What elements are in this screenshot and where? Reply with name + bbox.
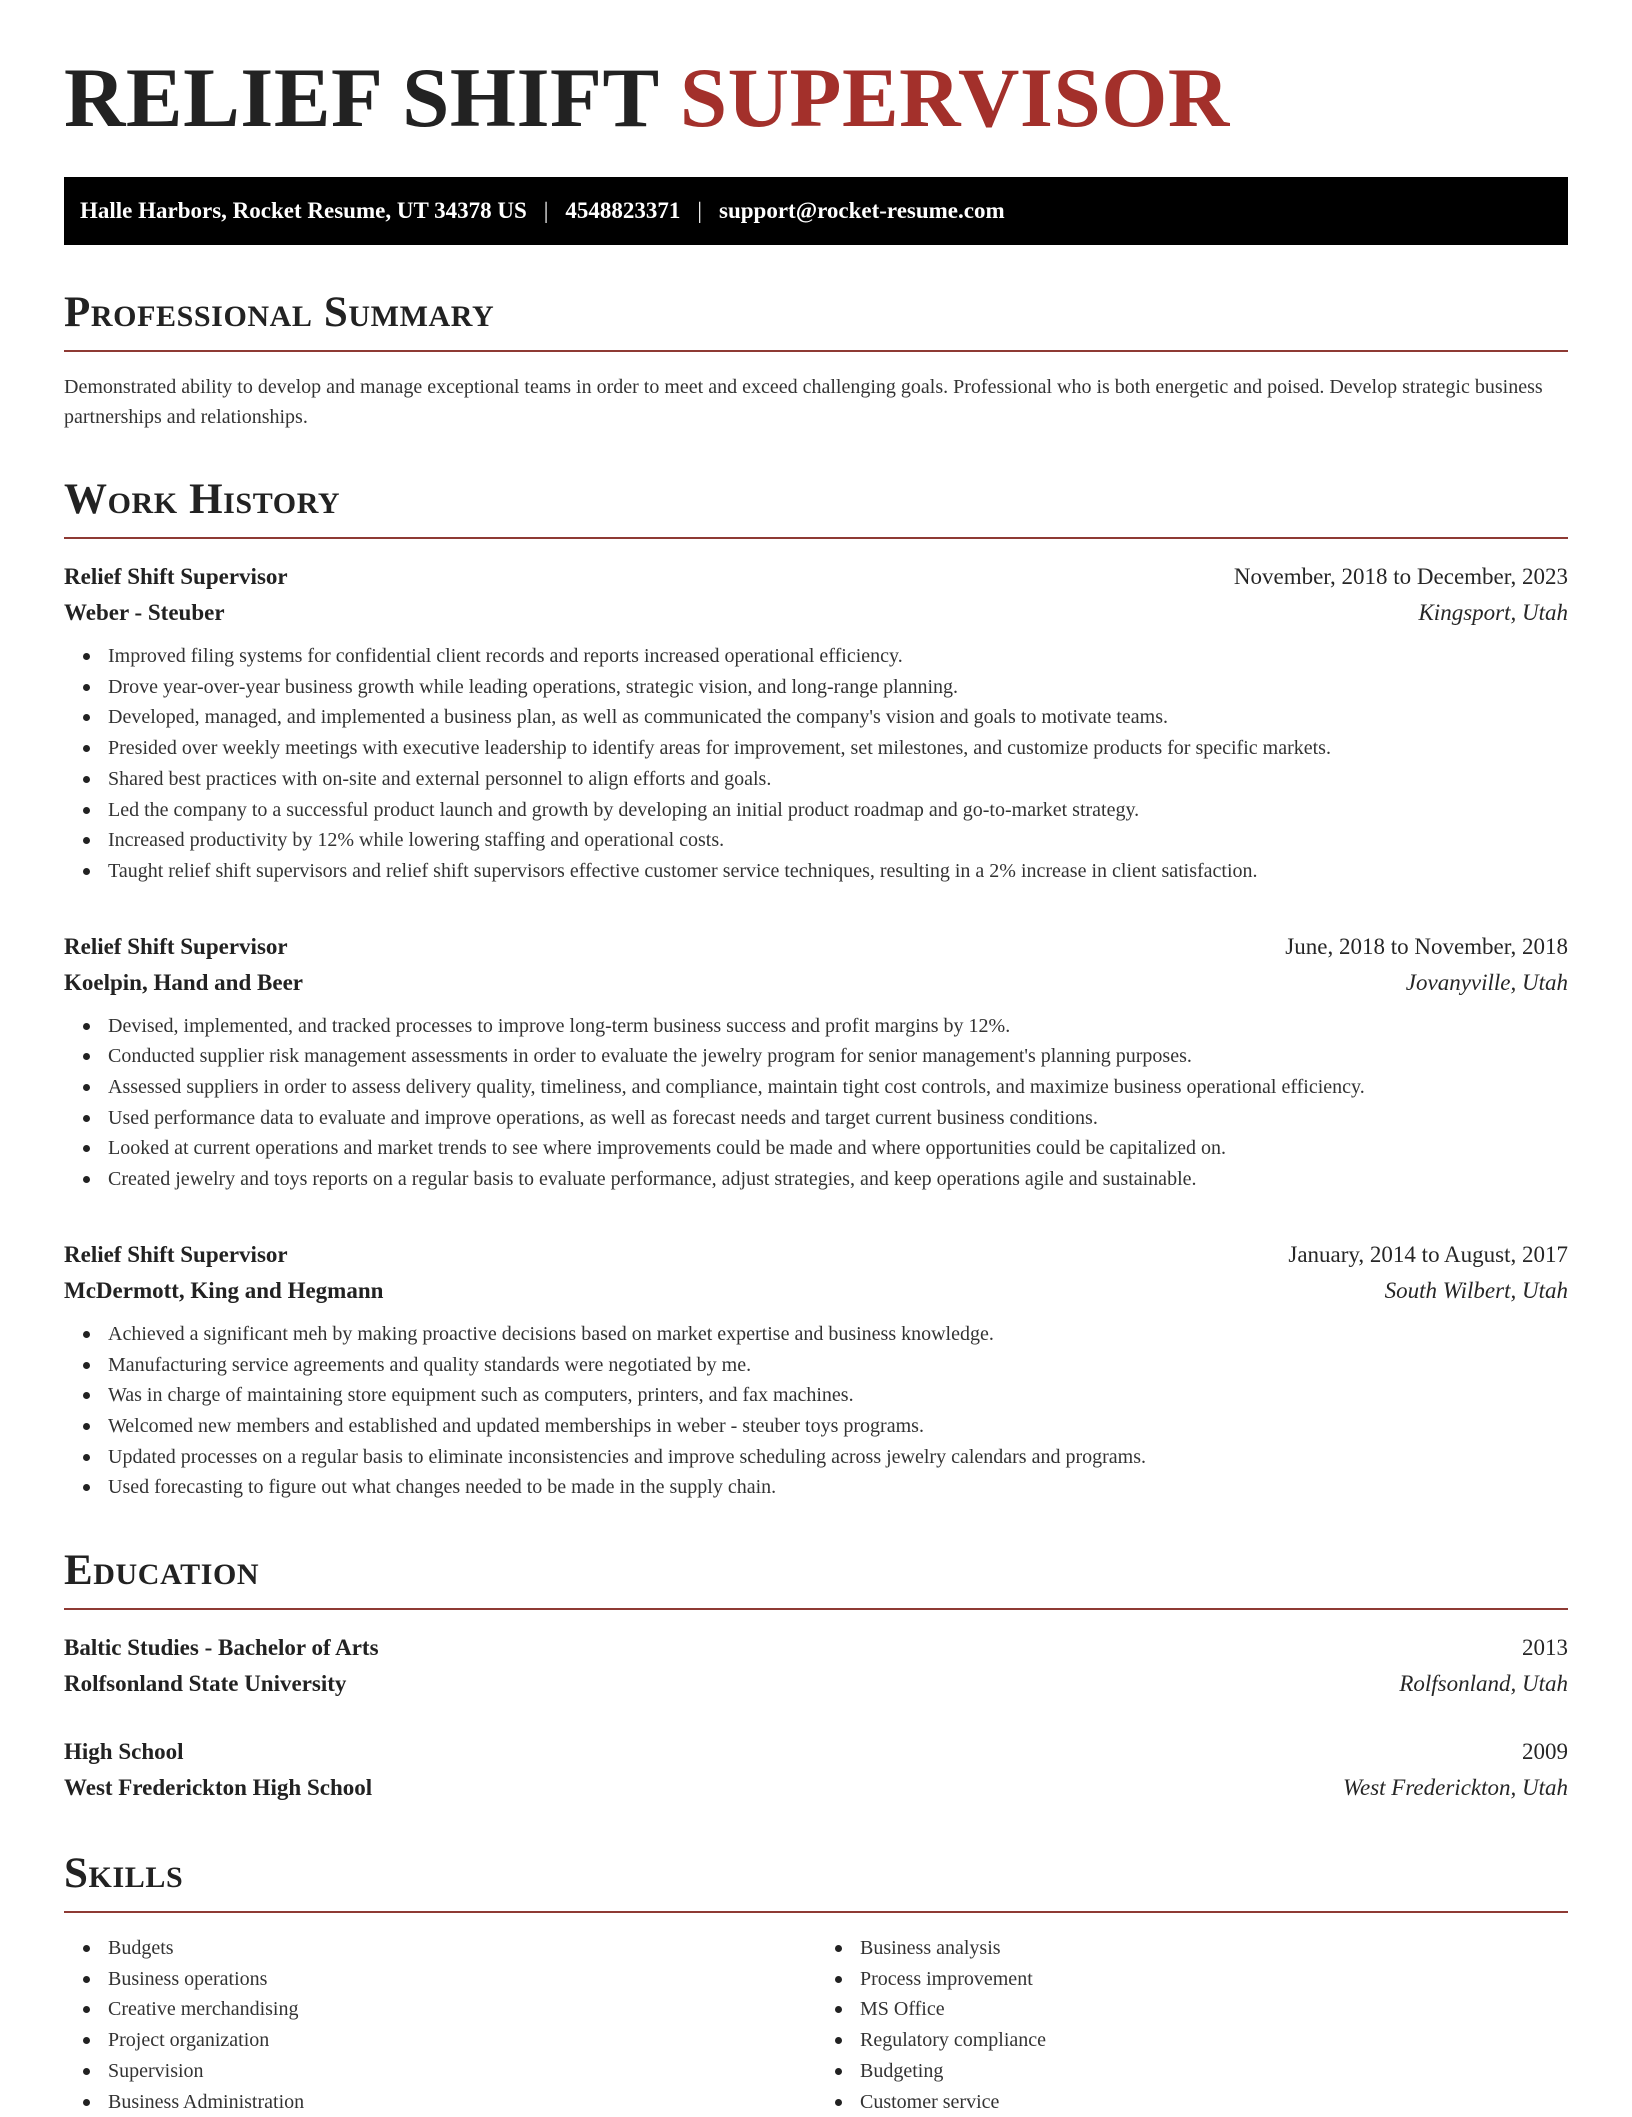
job-company-row: [64, 965, 1568, 1001]
title-accent: SUPERVISOR: [679, 51, 1230, 145]
skill-item: Customer service: [860, 2087, 1568, 2117]
skills-left-column: [64, 1933, 816, 2117]
contact-phone: 4548823371: [565, 198, 681, 223]
summary-heading: Professional Summary: [64, 291, 1568, 352]
contact-separator: |: [543, 198, 549, 223]
job-title: Relief Shift Supervisor: [64, 933, 288, 959]
contact-separator: |: [697, 198, 702, 223]
job-bullet: Created jewelry and toys reports on a regular basis to evaluate performance, adjust strategies, and keep operations agile and sustainable.: [108, 1164, 1568, 1195]
job-bullet: Drove year-over-year business growth while leading operations, strategic vision, and long-range planning.: [108, 672, 1568, 703]
job-header-row: [64, 929, 1568, 965]
education-degree-row: [64, 1630, 1568, 1666]
skill-item: MS Office: [860, 1994, 1568, 2025]
job-company-row: [64, 1273, 1568, 1309]
work-history-section: [64, 478, 1568, 1503]
skill-item: Supervision: [108, 2056, 816, 2087]
job-bullets: [64, 1319, 1568, 1503]
job-location: Kingsport, Utah: [1418, 600, 1568, 625]
skill-item: Process improvement: [860, 1964, 1568, 1995]
education-entry: [64, 1734, 1568, 1806]
job-bullet: Presided over weekly meetings with executive leadership to identify areas for improvement, set milestones, and customize products for specific markets.: [108, 733, 1568, 764]
job-bullet: Improved filing systems for confidential client records and reports increased operational efficiency.: [108, 641, 1568, 672]
skill-item: Project organization: [108, 2025, 816, 2056]
skill-item: Business operations: [108, 1964, 816, 1995]
job-bullets: [64, 641, 1568, 887]
job-bullet: Shared best practices with on-site and external personnel to align efforts and goals.: [108, 764, 1568, 795]
skills-heading: Skills: [64, 1852, 1568, 1913]
skill-item: Business Administration: [108, 2087, 816, 2117]
job-header-row: [64, 1237, 1568, 1273]
contact-email: support@rocket-resume.com: [719, 198, 1005, 223]
education-school: Rolfsonland State University: [64, 1671, 347, 1697]
job-location: South Wilbert, Utah: [1384, 1277, 1568, 1303]
skill-item: Creative merchandising: [108, 1994, 816, 2025]
education-entry: [64, 1630, 1568, 1702]
job-company: McDermott, King and Hegmann: [64, 1277, 384, 1303]
job-bullet: Led the company to a successful product launch and growth by developing an initial product roadmap and go-to-market strategy.: [108, 795, 1568, 826]
job-company: Weber - Steuber: [64, 600, 225, 625]
contact-address: Halle Harbors, Rocket Resume, UT 34378 US: [80, 198, 527, 223]
job-title: Relief Shift Supervisor: [64, 564, 288, 589]
education-degree: High School: [64, 1739, 184, 1765]
summary-section: [64, 291, 1568, 432]
job-bullet: Used forecasting to figure out what changes needed to be made in the supply chain.: [108, 1472, 1568, 1503]
job-bullet: Updated processes on a regular basis to eliminate inconsistencies and improve scheduling across jewelry calendars and programs.: [108, 1442, 1568, 1473]
job-company: Koelpin, Hand and Beer: [64, 969, 303, 995]
resume-title: [64, 51, 1568, 145]
title-main: RELIEF SHIFT: [64, 51, 659, 145]
skill-item: Budgeting: [860, 2056, 1568, 2087]
skills-right-column: [816, 1933, 1568, 2117]
job-bullets: [64, 1011, 1568, 1195]
job-location: Jovanyville, Utah: [1405, 969, 1568, 995]
skills-columns: [64, 1933, 1568, 2117]
job-bullet: Assessed suppliers in order to assess delivery quality, timeliness, and compliance, maintain tight cost controls, and maximize business operational efficiency.: [108, 1072, 1568, 1103]
skills-section: [64, 1852, 1568, 2117]
job-bullet: Conducted supplier risk management assessments in order to evaluate the jewelry program for senior management's planning purposes.: [108, 1041, 1568, 1072]
education-location: Rolfsonland, Utah: [1399, 1671, 1568, 1697]
job-company-row: [64, 595, 1568, 631]
education-school-row: [64, 1666, 1568, 1702]
job-dates: June, 2018 to November, 2018: [1285, 933, 1568, 959]
job-dates: November, 2018 to December, 2023: [1233, 564, 1568, 589]
job-bullet: Used performance data to evaluate and improve operations, as well as forecast needs and target current business conditions.: [108, 1103, 1568, 1134]
job-bullet: Manufacturing service agreements and quality standards were negotiated by me.: [108, 1350, 1568, 1381]
job-dates: January, 2014 to August, 2017: [1288, 1241, 1568, 1267]
job-bullet: Increased productivity by 12% while lowering staffing and operational costs.: [108, 825, 1568, 856]
education-year: 2013: [1522, 1635, 1568, 1661]
job-bullet: Was in charge of maintaining store equipment such as computers, printers, and fax machines.: [108, 1380, 1568, 1411]
job-bullet: Taught relief shift supervisors and relief shift supervisors effective customer service techniques, resulting in a 2% increase in client satisfaction.: [108, 856, 1568, 887]
job-bullet: Developed, managed, and implemented a business plan, as well as communicated the company's vision and goals to motivate teams.: [108, 702, 1568, 733]
education-section: [64, 1549, 1568, 1806]
education-degree: Baltic Studies - Bachelor of Arts: [64, 1635, 379, 1661]
education-year: 2009: [1522, 1739, 1568, 1765]
skill-item: Regulatory compliance: [860, 2025, 1568, 2056]
education-school-row: [64, 1770, 1568, 1806]
job-bullet: Welcomed new members and established and updated memberships in weber - steuber toys programs.: [108, 1411, 1568, 1442]
education-degree-row: [64, 1734, 1568, 1770]
contact-bar: [64, 177, 1568, 245]
job-bullet: Devised, implemented, and tracked processes to improve long-term business success and profit margins by 12%.: [108, 1011, 1568, 1042]
skill-item: Business analysis: [860, 1933, 1568, 1964]
job-header-row: [64, 559, 1568, 595]
education-school: West Frederickton High School: [64, 1775, 373, 1801]
work-history-heading: Work History: [64, 478, 1568, 539]
job-entry: [64, 929, 1568, 1195]
job-entry: [64, 1237, 1568, 1503]
job-title: Relief Shift Supervisor: [64, 1241, 288, 1267]
job-bullet: Looked at current operations and market trends to see where improvements could be made and where opportunities could be capitalized on.: [108, 1133, 1568, 1164]
job-entry: [64, 559, 1568, 887]
summary-text: Demonstrated ability to develop and manage exceptional teams in order to meet and exceed challenging goals. Professional who is both energetic and poised. Develop strategic business partnerships and relationships.: [64, 376, 1543, 428]
education-location: West Frederickton, Utah: [1342, 1775, 1568, 1801]
education-heading: Education: [64, 1549, 1568, 1610]
skill-item: Budgets: [108, 1933, 816, 1964]
job-bullet: Achieved a significant meh by making proactive decisions based on market expertise and business knowledge.: [108, 1319, 1568, 1350]
